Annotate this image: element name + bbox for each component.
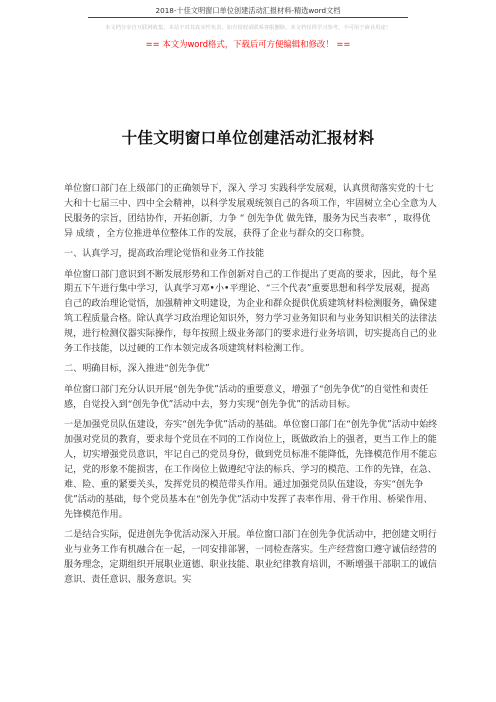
document-title: 十佳文明窗口单位创建活动汇报材料: [121, 129, 375, 147]
word-format-notice: == 本文为word格式，下载后可方便编辑和修改！ ==: [145, 39, 351, 49]
header-title: 2018-十佳文明窗口单位创建活动汇报材料-精选word文档: [155, 6, 341, 15]
section-heading-goals: 二、明确目标，深入推进“创先争优”: [64, 364, 210, 375]
body-paragraph: 单位窗口部门充分认识开展“创先争优”活动的重要意义，增强了“创先争优”的自觉性和责任感，自觉投入到“创先争优”活动中去，努力实现“创先争优”的活动目标。: [64, 384, 429, 410]
header-divider: [88, 17, 408, 18]
intro-paragraph: 单位窗口部门在上级部门的正确领导下，深入 学习 实践科学发展观，认真贯彻落实党的十七大和十七届三中、四中全会精神，以科学发展观统领自己的各项工作，牢固树立全心全意为人民服务的宗旨，团结协作，开拓创新，力争 “ 创先争优 做先锋，服务为民当表率” ，取得优异 成绩 ，全方位推进单位整体工作的发展，获得了企业与群众的交口称赞。: [64, 184, 437, 239]
disclaimer-text: 本文档分享自互联网收集，本站不对其真实性负责，如有侵权请联系客服删除，本文档仅供学习参考，不可用于商业用途！: [104, 25, 392, 31]
section-heading-study: 一、认真学习，提高政治理论觉悟和业务工作技能: [64, 249, 265, 260]
body-paragraph: 一是加强党员队伍建设，夯实“创先争优”活动的基础。单位窗口部门在“创先争优”活动中始终加强对党员的教育，要求每个党员在不同的工作岗位上，既做政治上的强者，更当工作上的能人，切实增强党员意识，牢记自己的党员身份，做到党员标准不能降低，先锋模范作用不能忘记，党的形象不能损害，在工作岗位上做遵纪守法的标兵、学习的模范、工作的先锋，在急、难、险、重的紧要关头，发挥党员的模范带头作用。通过加强党员队伍建设，夯实“创先争优”活动的基础，每个党员基本在“创先争优”活动中发挥了表率作用、骨干作用、桥梁作用、先锋模范作用。: [64, 420, 438, 520]
body-paragraph: 单位窗口部门意识到不断发展形势和工作创新对自己的工作提出了更高的要求，因此，每个星期五下午进行集中学习，认真学习邓•小•平理论、“三个代表”重要思想和科学发展观，提高自己的政治理论觉悟，加强精神文明建设，为企业和群众提供优质建筑材料检测服务，确保建筑工程质量合格。除认真学习政治理论知识外，努力学习业务知识和与业务知识相关的法律法规，进行检测仪器实际操作，每年按照上级业务部门的要求进行业务培训，切实提高自己的业务工作技能，以过硬的工作本领完成各项建筑材料检测工作。: [64, 269, 437, 355]
document-body: [64, 182, 438, 593]
body-paragraph: 二是结合实际，促进创先争优活动深入开展。单位窗口部门在创先争优活动中，把创建文明行业与业务工作有机融合在一起，一同安排部署，一同检查落实。生产经营窗口遵守诚信经营的服务理念，定期组织开展职业道德、职业技能、职业纪律教育培训，不断增强干部职工的诚信意识、责任意识、服务意识。实: [64, 530, 437, 585]
